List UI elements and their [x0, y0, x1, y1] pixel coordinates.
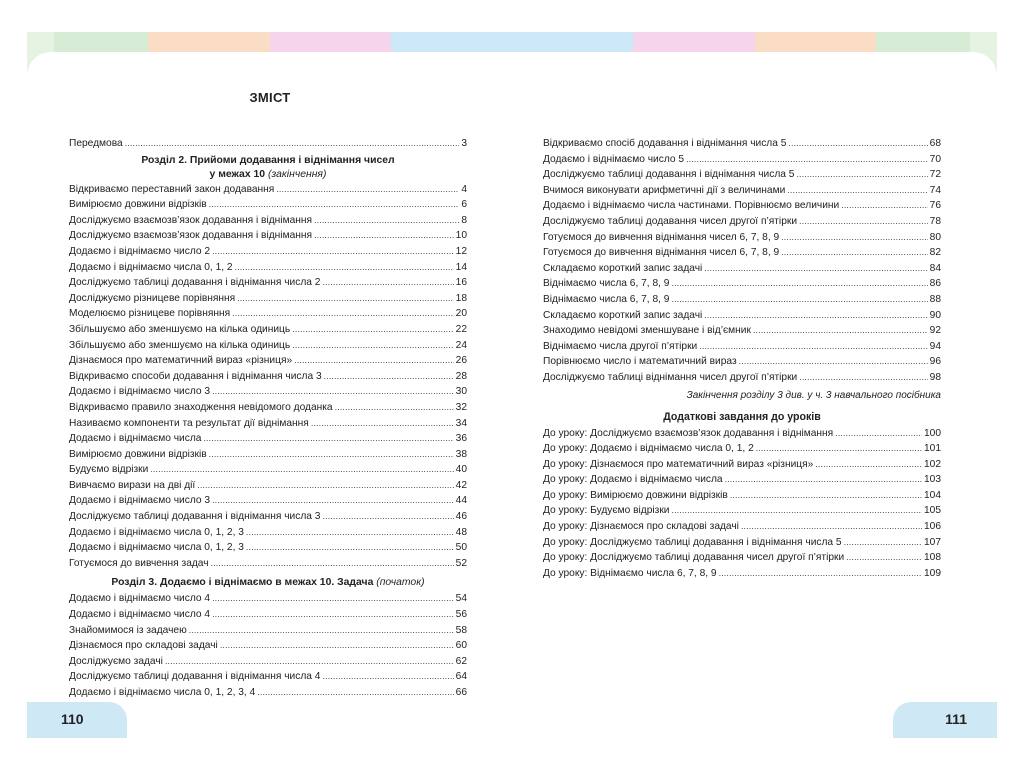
section-heading	[69, 575, 467, 591]
toc-entry-title: Дізнаємося про математичний вираз «різниця»	[69, 355, 293, 367]
dot-leader	[246, 525, 454, 541]
toc-entry-title: Додаємо і віднімаємо числа 0, 1, 2	[69, 261, 233, 273]
dot-leader	[788, 136, 927, 152]
dot-leader	[781, 230, 928, 246]
toc-entry-title: Додаємо і віднімаємо число 3	[69, 495, 211, 507]
section-title-line2	[69, 168, 467, 182]
toc-entry[interactable]	[543, 488, 941, 504]
toc-entry-title: Знайомимося із задачею	[69, 624, 187, 636]
dot-leader	[756, 441, 922, 457]
toc-entry[interactable]	[69, 556, 467, 572]
toc-entry-page: 62	[455, 655, 467, 667]
dot-leader	[232, 306, 454, 322]
toc-entry[interactable]	[69, 685, 467, 701]
toc-entry-page: 72	[929, 169, 941, 181]
dot-leader	[324, 369, 454, 385]
toc-entry-page: 32	[455, 401, 467, 413]
toc-entry-page: 16	[455, 277, 467, 289]
toc-entry-title: Збільшуємо або зменшуємо на кілька одиниць	[69, 323, 291, 335]
dot-leader	[730, 488, 922, 504]
dot-leader	[212, 607, 454, 623]
toc-entry-title: Досліджуємо таблиці додавання і віднімання числа 5	[543, 169, 795, 181]
dot-leader	[781, 245, 928, 261]
toc-entry-page: 38	[455, 448, 467, 460]
toc-entry-title: Віднімаємо числа 6, 7, 8, 9	[543, 293, 670, 305]
toc-entry[interactable]	[543, 136, 941, 152]
toc-entry[interactable]	[69, 244, 467, 260]
toc-entry-title: Додаємо і віднімаємо число 2	[69, 245, 211, 257]
toc-entry-title: До уроку: Дізнаємося про складові задачі	[543, 521, 739, 533]
toc-entry-title: Знаходимо невідомі зменшуване і від’ємник	[543, 325, 751, 337]
toc-entry[interactable]	[543, 214, 941, 230]
toc-entry[interactable]	[69, 669, 467, 685]
toc-entry-title: Вимірюємо довжини відрізків	[69, 448, 207, 460]
dot-leader	[725, 472, 922, 488]
toc-entry-page: 76	[929, 200, 941, 212]
toc-entry-page: 82	[929, 247, 941, 259]
toc-entry[interactable]	[543, 183, 941, 199]
toc-entry-title: Додаємо і віднімаємо число 4	[69, 593, 211, 605]
toc-entry-page: 98	[929, 371, 941, 383]
section-end-note: Закінчення розділу 3 див. у ч. 3 навчального посібника	[686, 389, 941, 401]
toc-entry[interactable]	[543, 198, 941, 214]
toc-entry[interactable]	[69, 213, 467, 229]
toc-entry[interactable]	[543, 519, 941, 535]
toc-entry-title: До уроку: Віднімаємо числа 6, 7, 8, 9	[543, 567, 717, 579]
toc-entry-title: Складаємо короткий запис задачі	[543, 309, 703, 321]
toc-entry-title: Досліджуємо взаємозв’язок додавання і віднімання	[69, 214, 313, 226]
dot-leader	[212, 493, 454, 509]
toc-entry-page: 36	[455, 433, 467, 445]
toc-entry-title: Називаємо компоненти та результат дії віднімання	[69, 417, 309, 429]
toc-entry-page: 78	[929, 215, 941, 227]
toc-entry[interactable]	[69, 416, 467, 432]
toc-entry-page: 58	[455, 624, 467, 636]
toc-entry[interactable]	[543, 152, 941, 168]
toc-entry-title: Віднімаємо числа другої п’ятірки	[543, 340, 698, 352]
toc-entry-title: Додаємо і віднімаємо числа 0, 1, 2, 3	[69, 542, 244, 554]
toc-entry[interactable]	[543, 426, 941, 442]
toc-entry[interactable]	[543, 566, 941, 582]
dot-leader	[292, 338, 453, 354]
toc-entry[interactable]	[69, 228, 467, 244]
toc-entry-title: Досліджуємо таблиці додавання і віднімання числа 3	[69, 511, 321, 523]
dot-leader	[671, 292, 927, 308]
section-note: (закінчення)	[267, 168, 327, 180]
dot-leader	[686, 152, 928, 168]
toc-entry-page: 12	[455, 245, 467, 257]
dot-leader	[237, 291, 453, 307]
toc-entry-title: Порівнюємо число і математичний вираз	[543, 356, 737, 368]
toc-entry[interactable]	[543, 230, 941, 246]
toc-entry-page: 92	[929, 325, 941, 337]
dot-leader	[276, 182, 459, 198]
toc-entry-title: Відкриваємо способи додавання і віднімання числа 3	[69, 370, 322, 382]
toc-entry[interactable]	[69, 260, 467, 276]
dot-leader	[704, 261, 927, 277]
toc-entry-title: Дізнаємося про складові задачі	[69, 640, 218, 652]
toc-entry-page: 22	[455, 323, 467, 335]
toc-entry[interactable]	[69, 136, 467, 152]
page-number-right: 111	[893, 702, 997, 738]
toc-entry[interactable]	[69, 369, 467, 385]
dot-leader	[150, 462, 453, 478]
toc-entry[interactable]	[69, 478, 467, 494]
toc-entry[interactable]	[69, 540, 467, 556]
toc-entry-page: 26	[455, 355, 467, 367]
dot-leader	[322, 275, 453, 291]
toc-entry[interactable]	[69, 291, 467, 307]
page-number-left: 110	[27, 702, 127, 738]
dot-leader	[322, 509, 453, 525]
section-heading	[69, 154, 467, 182]
toc-entry[interactable]	[69, 591, 467, 607]
toc-entry[interactable]	[69, 322, 467, 338]
toc-entry-title: Моделюємо різницеве порівняння	[69, 308, 231, 320]
toc-entry-title: Додаємо і віднімаємо число 3	[69, 386, 211, 398]
toc-entry-title: Збільшуємо або зменшуємо на кілька одиниць	[69, 339, 291, 351]
toc-entry-page: 48	[455, 526, 467, 538]
toc-entry-page: 52	[455, 557, 467, 569]
toc-entry-title: Додаємо і віднімаємо числа частинами. Порівнюємо величини	[543, 200, 840, 212]
toc-entry-page: 42	[455, 479, 467, 491]
toc-entry-page: 20	[455, 308, 467, 320]
toc-entry-page: 70	[929, 153, 941, 165]
toc-entry-title: Вивчаємо вирази на дві дії	[69, 479, 196, 491]
toc-entry[interactable]	[543, 441, 941, 457]
toc-entry[interactable]	[69, 400, 467, 416]
toc-entry-page: 108	[924, 552, 941, 564]
toc-entry-page: 56	[455, 609, 467, 621]
toc-entry-page: 10	[455, 230, 467, 242]
toc-entry-title: До уроку: Досліджуємо таблиці додавання чисел другої п’ятірки	[543, 552, 845, 564]
toc-entry-title: Вимірюємо довжини відрізків	[69, 199, 207, 211]
dot-leader	[699, 339, 927, 355]
dot-leader	[212, 384, 454, 400]
toc-entry-page: 109	[924, 567, 941, 579]
toc-entry-page: 66	[455, 687, 467, 698]
toc-entry-page: 30	[455, 386, 467, 398]
toc-entry[interactable]	[543, 245, 941, 261]
toc-entry-page: 84	[929, 262, 941, 274]
toc-entry-page: 18	[455, 292, 467, 304]
toc-entry-page: 90	[929, 309, 941, 321]
toc-entry-page: 64	[455, 671, 467, 683]
extra-tasks-heading: Додаткові завдання до уроків	[663, 410, 821, 423]
toc-entry-title: Передмова	[69, 138, 123, 149]
toc-entry-title: Складаємо короткий запис задачі	[543, 262, 703, 274]
toc-entry-page: 34	[455, 417, 467, 429]
toc-entry-page: 6	[461, 199, 467, 211]
toc-entry-title: Досліджуємо різницеве порівняння	[69, 292, 236, 304]
toc-entry[interactable]	[69, 197, 467, 213]
toc-entry-page: 86	[929, 278, 941, 290]
dot-leader	[719, 566, 922, 582]
toc-entry[interactable]	[69, 654, 467, 670]
toc-entry[interactable]	[543, 323, 941, 339]
toc-entry-title: Відкриваємо спосіб додавання і віднімання числа 5	[543, 138, 787, 149]
toc-entry-title: Додаємо і віднімаємо числа 0, 1, 2, 3	[69, 526, 244, 538]
dot-leader	[796, 167, 927, 183]
toc-list	[543, 136, 941, 386]
toc-entry-page: 3	[461, 138, 467, 149]
toc-entry-title: Досліджуємо таблиці додавання і віднімання числа 2	[69, 277, 321, 289]
toc-entry[interactable]	[69, 431, 467, 447]
toc-list	[69, 182, 467, 572]
dot-leader	[314, 228, 454, 244]
dot-leader	[220, 638, 454, 654]
toc-entry-title: До уроку: Додаємо і віднімаємо числа	[543, 474, 723, 486]
toc-entry-title: Вчимося виконувати арифметичні дії з величинами	[543, 184, 786, 196]
dot-leader	[235, 260, 454, 276]
dot-leader	[739, 354, 928, 370]
toc-entry[interactable]	[69, 493, 467, 509]
section-title: Розділ 2. Прийоми додавання і віднімання чисел	[141, 154, 395, 166]
toc-entry-page: 96	[929, 356, 941, 368]
toc-entry[interactable]	[69, 384, 467, 400]
toc-entry-page: 68	[929, 138, 941, 149]
toc-entry-page: 106	[924, 521, 941, 533]
toc-entry[interactable]	[543, 261, 941, 277]
toc-entry[interactable]	[69, 638, 467, 654]
toc-list	[69, 591, 467, 700]
dot-leader	[189, 623, 454, 639]
toc-entry-page: 40	[455, 464, 467, 476]
toc-entry-title: До уроку: Досліджуємо таблиці додавання і віднімання числа 5	[543, 536, 842, 548]
toc-entry-title: Досліджуємо взаємозв’язок додавання і віднімання	[69, 230, 313, 242]
toc-entry-page: 104	[924, 489, 941, 501]
toc-entry-title: До уроку: Вимірюємо довжини відрізків	[543, 489, 728, 501]
section-title-part: у межах 10	[209, 168, 266, 180]
dot-leader	[211, 556, 454, 572]
toc-entry-title: Будуємо відрізки	[69, 464, 149, 476]
toc-entry-page: 14	[455, 261, 467, 273]
dot-leader	[212, 591, 454, 607]
toc-entry-title: Додаємо і віднімаємо числа	[69, 433, 202, 445]
toc-entry-page: 100	[924, 427, 941, 439]
toc-entry[interactable]	[543, 535, 941, 551]
dot-leader	[197, 478, 453, 494]
toc-entry-title: Відкриваємо правило знаходження невідомого доданка	[69, 401, 333, 413]
toc-entry-page: 80	[929, 231, 941, 243]
dot-leader	[257, 685, 453, 701]
toc-entry[interactable]	[543, 308, 941, 324]
dot-leader	[203, 431, 453, 447]
section-note: (початок)	[376, 577, 425, 589]
dot-leader	[799, 214, 928, 230]
dot-leader	[846, 550, 922, 566]
toc-entry-page: 4	[461, 183, 467, 195]
toc-entry[interactable]	[543, 354, 941, 370]
toc-entry[interactable]	[69, 462, 467, 478]
toc-entry[interactable]	[69, 182, 467, 198]
toc-entry[interactable]	[69, 525, 467, 541]
toc-entry-page: 46	[455, 511, 467, 523]
toc-entry-title: Досліджуємо таблиці додавання і віднімання числа 4	[69, 671, 321, 683]
dot-leader	[209, 447, 454, 463]
toc-entry-page: 28	[455, 370, 467, 382]
dot-leader	[292, 322, 453, 338]
dot-leader	[835, 426, 922, 442]
toc-entry-title: Додаємо і віднімаємо число 5	[543, 153, 685, 165]
toc-entry[interactable]	[69, 353, 467, 369]
dot-leader	[165, 654, 454, 670]
toc-entry[interactable]	[543, 472, 941, 488]
toc-entry-title: Досліджуємо таблиці віднімання чисел другої п’ятірки	[543, 371, 798, 383]
toc-entry[interactable]	[69, 306, 467, 322]
toc-entry-title: До уроку: Досліджуємо взаємозв’язок додавання і віднімання	[543, 427, 834, 439]
dot-leader	[125, 136, 460, 152]
toc-entry-title: Досліджуємо задачі	[69, 655, 163, 667]
toc-entry[interactable]	[543, 339, 941, 355]
toc-entry-page: 101	[924, 443, 941, 455]
dot-leader	[844, 535, 922, 551]
toc-entry-page: 88	[929, 293, 941, 305]
toc-entry-page: 74	[929, 184, 941, 196]
toc-entry-title: Досліджуємо таблиці додавання чисел другої п’ятірки	[543, 215, 798, 227]
toc-entry[interactable]	[543, 167, 941, 183]
dot-leader	[314, 213, 459, 229]
toc-entry-title: Готуємося до вивчення задач	[69, 557, 209, 569]
toc-entry[interactable]	[543, 276, 941, 292]
toc-entry[interactable]	[69, 338, 467, 354]
toc-list	[543, 426, 941, 582]
right-page-contents	[543, 136, 941, 581]
dot-leader	[787, 183, 927, 199]
dot-leader	[322, 669, 453, 685]
toc-entry[interactable]	[543, 292, 941, 308]
contents-heading: ЗМІСТ	[249, 90, 291, 105]
toc-entry-page: 24	[455, 339, 467, 351]
dot-leader	[671, 276, 927, 292]
section-title: Розділ 3. Додаємо і віднімаємо в межах 10. Задача	[111, 577, 374, 589]
dot-leader	[246, 540, 454, 556]
toc-entry-page: 102	[924, 458, 941, 470]
dot-leader	[753, 323, 928, 339]
toc-entry-page: 60	[455, 640, 467, 652]
toc-entry-title: До уроку: Дізнаємося про математичний вираз «різниця»	[543, 458, 814, 470]
toc-entry[interactable]	[543, 370, 941, 386]
toc-entry-page: 94	[929, 340, 941, 352]
dot-leader	[741, 519, 922, 535]
dot-leader	[335, 400, 454, 416]
toc-entry[interactable]	[69, 447, 467, 463]
toc-entry-title: Відкриваємо переставний закон додавання	[69, 183, 275, 195]
dot-leader	[311, 416, 454, 432]
toc-entry-page: 54	[455, 593, 467, 605]
dot-leader	[209, 197, 460, 213]
toc-entry-page: 103	[924, 474, 941, 486]
toc-entry[interactable]	[543, 457, 941, 473]
toc-entry[interactable]	[69, 275, 467, 291]
toc-entry-title: Віднімаємо числа 6, 7, 8, 9	[543, 278, 670, 290]
dot-leader	[799, 370, 927, 386]
toc-entry-page: 50	[455, 542, 467, 554]
toc-entry-page: 107	[924, 536, 941, 548]
toc-entry-title: Готуємося до вивчення віднімання чисел 6, 7, 8, 9	[543, 247, 780, 259]
toc-entry[interactable]	[543, 503, 941, 519]
toc-entry-page: 105	[924, 505, 941, 517]
toc-entry[interactable]	[69, 623, 467, 639]
dot-leader	[815, 457, 922, 473]
dot-leader	[841, 198, 927, 214]
toc-entry-title: До уроку: Додаємо і віднімаємо числа 0, 1, 2	[543, 443, 754, 455]
dot-leader	[212, 244, 454, 260]
toc-entry-title: Додаємо і віднімаємо число 4	[69, 609, 211, 621]
toc-entry-page: 44	[455, 495, 467, 507]
toc-entry[interactable]	[69, 607, 467, 623]
dot-leader	[294, 353, 454, 369]
dot-leader	[704, 308, 927, 324]
toc-entry[interactable]	[543, 550, 941, 566]
toc-entry[interactable]	[69, 509, 467, 525]
toc-entry-title: Готуємося до вивчення віднімання чисел 6, 7, 8, 9	[543, 231, 780, 243]
toc-entry-title: Додаємо і віднімаємо числа 0, 1, 2, 3, 4	[69, 687, 256, 698]
toc-entry-page: 8	[461, 214, 467, 226]
left-page-contents	[69, 136, 467, 701]
toc-entry-title: До уроку: Будуємо відрізки	[543, 505, 670, 517]
dot-leader	[671, 503, 922, 519]
